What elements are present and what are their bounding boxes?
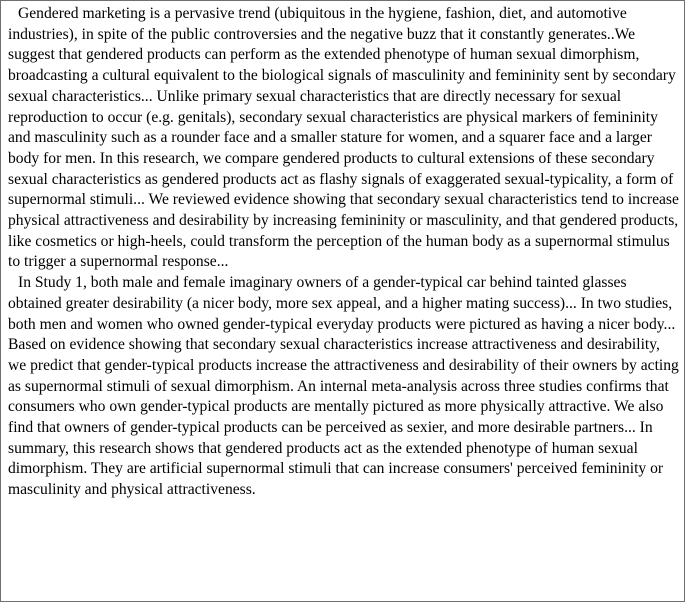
paragraph-1: Gendered marketing is a pervasive trend (ubiquitous in the hygiene, fashion, diet, and automotive industries), in spite of the public controversies and the negative buzz that it constantly generates..We suggest that gendered products can perform as the extended phenotype of human sexual dimorphism, broadcasting a cultural equivalent to the biological signals of masculinity and femininity sent by secondary sexual characteristics... Unlike primary sexual characteristics that are directly necessary for sexual reproduction to occur (e.g. genitals), secondary sexual characteristics are physical markers of femininity and masculinity such as a rounder face and a smaller stature for women, and a squarer face and a larger body for men. In this research, we compare gendered products to cultural extensions of these secondary sexual characteristics as gendered products act as flashy signals of exaggerated sexual-typicality, a form of supernormal stimuli... We reviewed evidence showing that secondary sexual characteristics tend to increase physical attractiveness and desirability by increasing femininity or masculinity, and that gendered products, like cosmetics or high-heels, could transform the perception of the human body as a supernormal stimulus to trigger a supernormal response...	[8, 5, 679, 271]
paragraph-2: In Study 1, both male and female imaginary owners of a gender-typical car behind tainted glasses obtained greater desirability (a nicer body, more sex appeal, and a higher mating success)... In two studies, both men and women who owned gender-typical everyday products were pictured as having a nicer body... Based on evidence showing that secondary sexual characteristics increase attractiveness and desirability, we predict that gender-typical products increase the attractiveness and desirability of their owners by acting as supernormal stimuli of sexual dimorphism. An internal meta-analysis across three studies confirms that consumers who own gender-typical products are mentally pictured as more physically attractive. We also find that owners of gender-typical products can be perceived as sexier, and more desirable partners... In summary, this research shows that gendered products act as the extended phenotype of human sexual dimorphism. They are artificial supernormal stimuli that can increase consumers' perceived femininity or masculinity and physical attractiveness.	[8, 274, 679, 499]
document-body	[8, 4, 680, 501]
